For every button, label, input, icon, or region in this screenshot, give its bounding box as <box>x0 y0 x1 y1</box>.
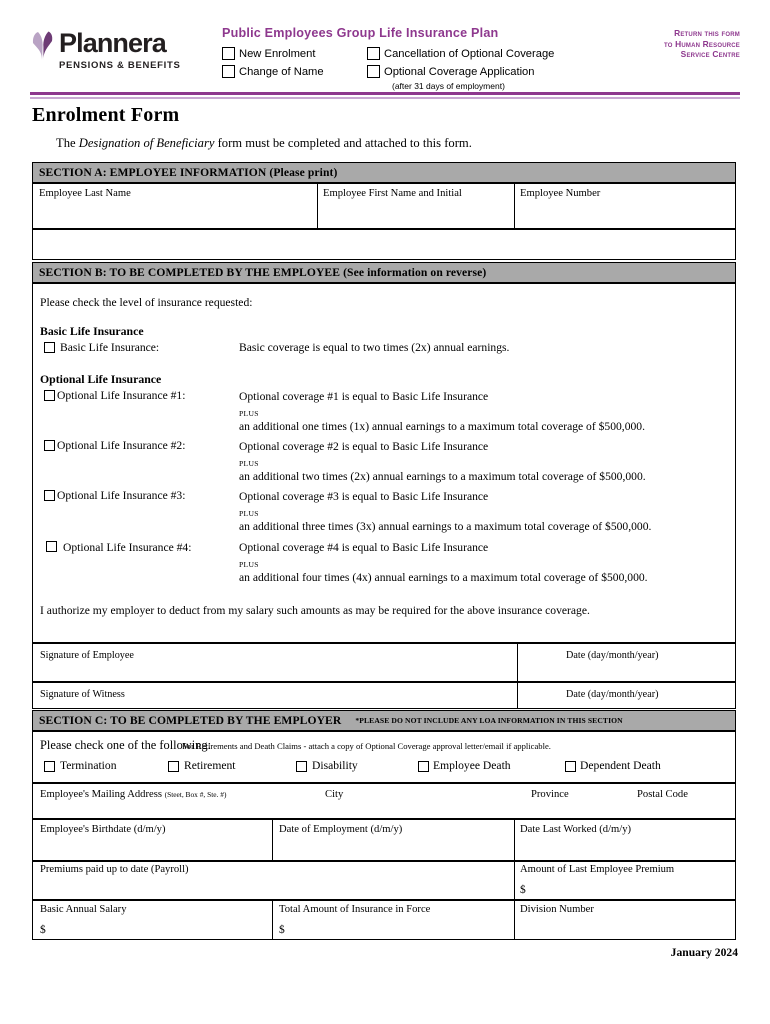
divider <box>514 183 515 229</box>
label-retirement: Retirement <box>184 759 236 772</box>
divider <box>514 861 515 900</box>
divider <box>514 900 515 940</box>
label-insurance-in-force: Total Amount of Insurance in Force <box>279 904 431 915</box>
description-optional-2-line2: an additional two times (2x) annual earnings to a maximum total coverage of $500,000. <box>239 470 646 483</box>
header-divider-thick <box>30 92 740 95</box>
description-optional-4-line2: an additional four times (4x) annual earnings to a maximum total coverage of $500,000. <box>239 571 648 584</box>
signature-employee-row[interactable] <box>32 643 736 682</box>
section-c-header <box>32 710 736 731</box>
salary-deduction-authorization: I authorize my employer to deduct from my salary such amounts as may be required for the above insurance coverage. <box>40 604 590 617</box>
logo-tagline: PENSIONS & BENEFITS <box>59 60 181 71</box>
plannera-logo <box>32 28 212 71</box>
section-a-header <box>32 162 736 183</box>
label-dependent-death: Dependent Death <box>580 759 661 772</box>
basic-life-heading: Basic Life Insurance <box>40 324 144 338</box>
label-date-witness: Date (day/month/year) <box>566 689 659 700</box>
checkbox-optional-life-2[interactable] <box>44 440 55 451</box>
checkbox-box-icon[interactable] <box>222 47 235 60</box>
label-optional-life-4: Optional Life Insurance #4: <box>63 541 192 554</box>
description-optional-3-line1: Optional coverage #3 is equal to Basic Life Insurance <box>239 490 489 503</box>
beneficiary-instruction <box>56 136 472 151</box>
section-a-blank-row[interactable] <box>32 229 736 260</box>
beneficiary-suffix: form must be completed and attached to this form. <box>214 136 472 150</box>
description-optional-3-line2: an additional three times (3x) annual earnings to a maximum total coverage of $500,000. <box>239 520 652 533</box>
plannera-leaf-icon <box>32 31 54 61</box>
divider <box>317 183 318 229</box>
checkbox-employee-death[interactable] <box>418 761 429 772</box>
currency-insurance-in-force: $ <box>279 924 285 936</box>
checkbox-label: New Enrolment <box>239 47 316 60</box>
checkbox-dependent-death[interactable] <box>565 761 576 772</box>
section-c-loa-note: *PLEASE DO NOT INCLUDE ANY LOA INFORMATION IN THIS SECTION <box>355 716 623 725</box>
checkbox-label: Optional Coverage Application <box>384 65 535 78</box>
label-mailing-address <box>40 789 226 800</box>
checkbox-box-icon[interactable] <box>367 65 380 78</box>
description-optional-1-line1: Optional coverage #1 is equal to Basic Life Insurance <box>239 390 489 403</box>
section-b-title: SECTION B: TO BE COMPLETED BY THE EMPLOYEE (See information on reverse) <box>39 266 487 279</box>
death-claims-note: For Retirements and Death Claims - attach a copy of Optional Coverage approval letter/email if applicable. <box>182 741 551 751</box>
checkbox-cancellation-optional-coverage[interactable] <box>367 47 554 60</box>
logo-wordmark: Plannera <box>59 28 166 58</box>
form-header <box>30 26 740 91</box>
divider <box>517 643 518 682</box>
label-mailing-address-hint: (Steet, Box #, Ste. #) <box>164 790 227 799</box>
section-c-title: SECTION C: TO BE COMPLETED BY THE EMPLOYER <box>39 714 342 727</box>
label-employee-birthdate: Employee's Birthdate (d/m/y) <box>40 824 166 835</box>
checkbox-optional-life-1[interactable] <box>44 390 55 401</box>
label-basic-life-insurance: Basic Life Insurance: <box>60 341 160 354</box>
label-division-number: Division Number <box>520 904 594 915</box>
checkbox-box-icon[interactable] <box>222 65 235 78</box>
label-employee-number: Employee Number <box>520 188 601 199</box>
label-date-last-worked: Date Last Worked (d/m/y) <box>520 824 632 835</box>
divider <box>514 819 515 861</box>
label-optional-life-2: Optional Life Insurance #2: <box>57 439 186 452</box>
label-premiums-paid: Premiums paid up to date (Payroll) <box>40 864 189 875</box>
checkbox-basic-life-insurance[interactable] <box>44 342 55 353</box>
plus-label-3: PLUS <box>239 509 259 518</box>
header-checkbox-group <box>222 47 622 91</box>
plus-label-4: PLUS <box>239 560 259 569</box>
beneficiary-prefix: The <box>56 136 79 150</box>
plan-title: Public Employees Group Life Insurance Plan <box>222 26 499 40</box>
checkbox-label: Cancellation of Optional Coverage <box>384 47 555 60</box>
divider <box>272 900 273 940</box>
currency-last-premium: $ <box>520 884 526 896</box>
label-disability: Disability <box>312 759 358 772</box>
label-employee-death: Employee Death <box>433 759 511 772</box>
label-optional-life-1: Optional Life Insurance #1: <box>57 389 186 402</box>
label-employee-last-name: Employee Last Name <box>39 188 131 199</box>
description-optional-4-line1: Optional coverage #4 is equal to Basic Life Insurance <box>239 541 489 554</box>
return-instructions <box>610 28 740 60</box>
checkbox-termination[interactable] <box>44 761 55 772</box>
checkbox-disability[interactable] <box>296 761 307 772</box>
label-optional-life-3: Optional Life Insurance #3: <box>57 489 186 502</box>
label-city: City <box>325 789 344 800</box>
label-province: Province <box>531 789 569 800</box>
page-title: Enrolment Form <box>32 104 180 126</box>
checkbox-change-of-name[interactable] <box>222 65 324 78</box>
beneficiary-form-name: Designation of Beneficiary <box>78 136 215 150</box>
label-employee-first-name: Employee First Name and Initial <box>323 188 462 199</box>
description-basic-life-insurance: Basic coverage is equal to two times (2x) annual earnings. <box>239 341 510 354</box>
header-divider-thin <box>30 97 740 99</box>
label-signature-employee: Signature of Employee <box>40 650 134 661</box>
checkbox-optional-coverage-application[interactable] <box>367 65 535 78</box>
description-optional-2-line1: Optional coverage #2 is equal to Basic Life Insurance <box>239 440 489 453</box>
plus-label-1: PLUS <box>239 409 259 418</box>
currency-basic-salary: $ <box>40 924 46 936</box>
plus-label-2: PLUS <box>239 459 259 468</box>
check-one-instruction: Please check one of the following: <box>40 738 212 752</box>
optional-life-heading: Optional Life Insurance <box>40 372 162 386</box>
label-date-of-employment: Date of Employment (d/m/y) <box>279 824 403 835</box>
checkbox-new-enrolment[interactable] <box>222 47 315 60</box>
label-postal-code: Postal Code <box>637 789 688 800</box>
label-termination: Termination <box>60 759 117 772</box>
checkbox-optional-life-4[interactable] <box>46 541 57 552</box>
form-revision-date: January 2024 <box>670 946 738 959</box>
checkbox-label: Change of Name <box>239 65 324 78</box>
checkbox-box-icon[interactable] <box>367 47 380 60</box>
label-mailing-address-text: Employee's Mailing Address <box>40 789 162 800</box>
label-basic-annual-salary: Basic Annual Salary <box>40 904 127 915</box>
label-signature-witness: Signature of Witness <box>40 689 125 700</box>
divider <box>517 682 518 709</box>
return-line-1: Return this form <box>674 28 740 38</box>
divider <box>272 819 273 861</box>
insurance-level-instruction: Please check the level of insurance requested: <box>40 296 253 309</box>
section-a-title: SECTION A: EMPLOYEE INFORMATION (Please print) <box>39 166 338 179</box>
return-line-2: to Human Resource <box>663 38 740 49</box>
after-employment-note: (after 31 days of employment) <box>392 81 505 91</box>
checkbox-optional-life-3[interactable] <box>44 490 55 501</box>
plan-title-block <box>222 26 622 91</box>
checkbox-retirement[interactable] <box>168 761 179 772</box>
label-last-employee-premium: Amount of Last Employee Premium <box>520 864 675 875</box>
return-line-3: Service Centre <box>680 49 740 59</box>
description-optional-1-line2: an additional one times (1x) annual earnings to a maximum total coverage of $500,000. <box>239 420 645 433</box>
label-date-employee: Date (day/month/year) <box>566 650 659 661</box>
section-b-header <box>32 262 736 283</box>
